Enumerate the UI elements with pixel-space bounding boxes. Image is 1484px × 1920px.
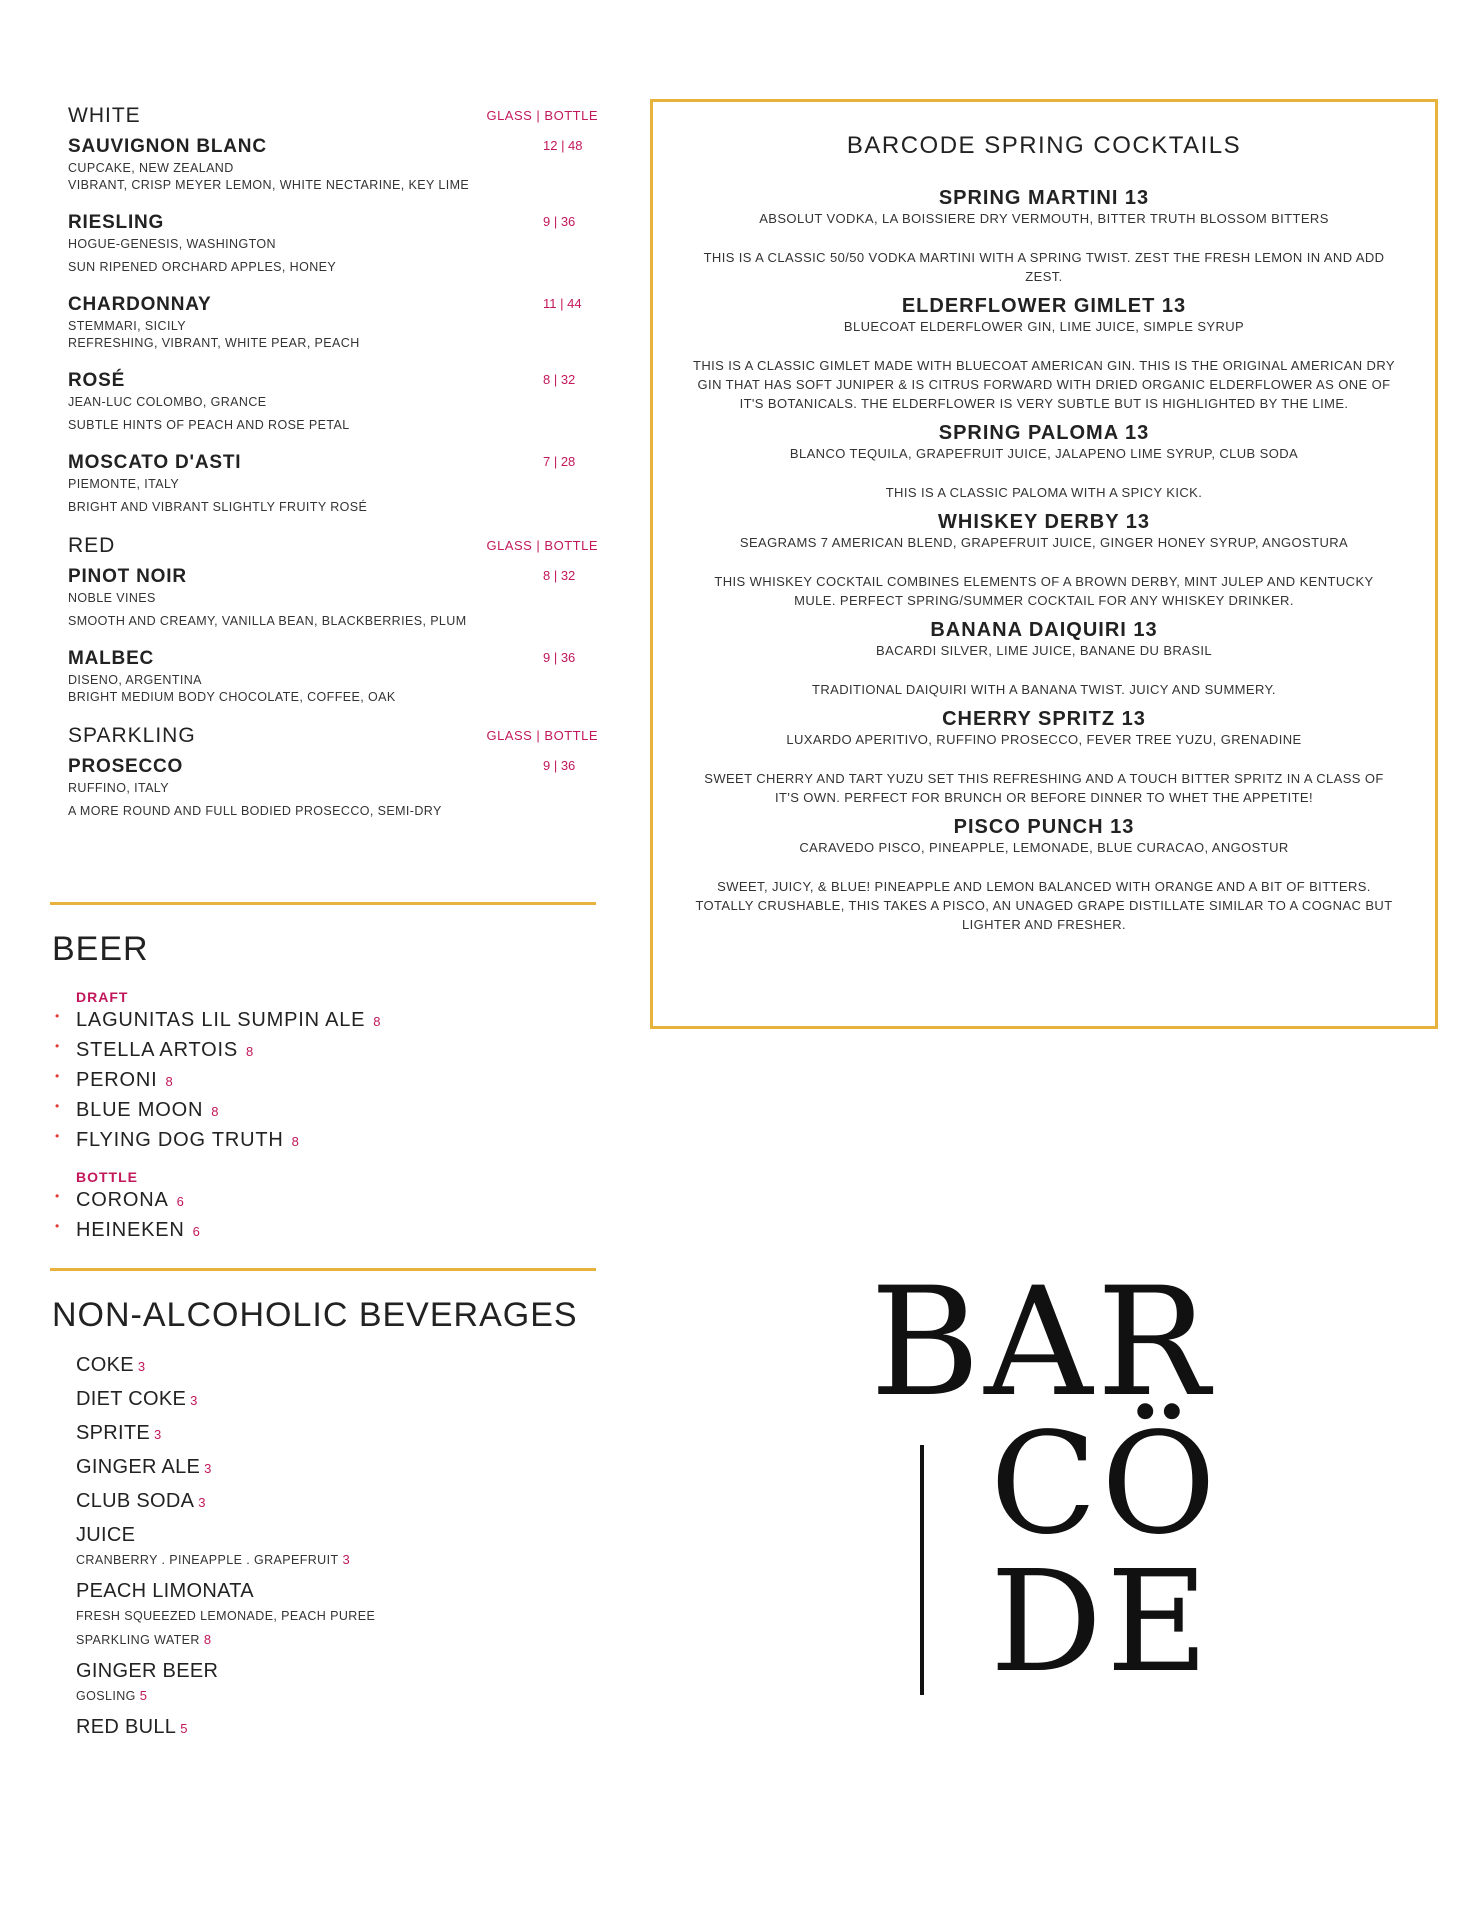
cocktail-item bbox=[693, 510, 1395, 610]
cocktail-description: THIS IS A CLASSIC 50/50 VODKA MARTINI WITH A SPRING TWIST. ZEST THE FRESH LEMON IN AND ADD ZEST. bbox=[703, 250, 1385, 284]
nonalc-item bbox=[76, 1715, 612, 1741]
barcode-logo bbox=[860, 1256, 1220, 1704]
bottle-list bbox=[52, 1189, 612, 1249]
beer-price: 8 bbox=[211, 1104, 220, 1119]
beer-title: BEER bbox=[52, 930, 149, 968]
cocktail-item bbox=[693, 186, 1395, 286]
wine-item bbox=[68, 370, 598, 434]
beer-name: BLUE MOON bbox=[76, 1099, 204, 1121]
nonalc-name: CLUB SODA bbox=[76, 1490, 195, 1512]
beer-price: 6 bbox=[192, 1224, 201, 1239]
wine-description: PIEMONTE, ITALY bbox=[68, 477, 180, 491]
nonalc-price: 5 bbox=[139, 1688, 148, 1703]
wine-name: MALBEC bbox=[68, 648, 155, 669]
wine-name: CHARDONNAY bbox=[68, 294, 212, 315]
nonalc-price: 3 bbox=[204, 1461, 212, 1476]
beer-name: STELLA ARTOIS bbox=[76, 1039, 238, 1061]
glass-bottle-label: GLASS | BOTTLE bbox=[486, 538, 598, 553]
wine-description: SUN RIPENED ORCHARD APPLES, HONEY bbox=[68, 260, 337, 274]
nonalc-description bbox=[76, 1549, 612, 1571]
cocktail-ingredients: BACARDI SILVER, LIME JUICE, BANANE DU BRASIL bbox=[876, 643, 1212, 658]
beer-name: FLYING DOG TRUTH bbox=[76, 1129, 284, 1151]
wine-section-red bbox=[68, 534, 598, 706]
wine-description: DISENO, ARGENTINA bbox=[68, 673, 202, 687]
cocktail-name: ELDERFLOWER GIMLET 13 bbox=[901, 295, 1187, 317]
wine-name: PINOT NOIR bbox=[68, 566, 187, 587]
nonalc-description bbox=[76, 1685, 612, 1707]
divider-wine-beer bbox=[50, 902, 596, 905]
nonalc-item bbox=[76, 1489, 612, 1515]
nonalc-name: GINGER ALE bbox=[76, 1456, 201, 1478]
nonalc-price: 3 bbox=[342, 1552, 351, 1567]
wine-name: PROSECCO bbox=[68, 756, 184, 777]
cocktail-ingredients: ABSOLUT VODKA, LA BOISSIERE DRY VERMOUTH, BITTER TRUTH BLOSSOM BITTERS bbox=[759, 211, 1329, 226]
cocktail-item bbox=[693, 815, 1395, 934]
wine-price: 12 | 48 bbox=[543, 138, 583, 153]
wine-item bbox=[68, 452, 598, 516]
wine-price: 9 | 36 bbox=[543, 214, 576, 229]
draft-label: DRAFT bbox=[76, 989, 129, 1005]
nonalc-item bbox=[76, 1353, 612, 1379]
beer-item bbox=[52, 1009, 612, 1039]
nonalc-price: 3 bbox=[198, 1495, 206, 1510]
bullet-icon: • bbox=[55, 1039, 61, 1053]
cocktail-description: SWEET CHERRY AND TART YUZU SET THIS REFRESHING AND A TOUCH BITTER SPRITZ IN A CLASS OF IT'S OWN. PERFECT FOR BRUNCH OR BEFORE DINNER TO WHET THE APPETITE! bbox=[704, 771, 1384, 805]
cocktail-name: PISCO PUNCH 13 bbox=[953, 816, 1135, 838]
nonalc-description-text: FRESH SQUEEZED LEMONADE, PEACH PUREE bbox=[76, 1609, 376, 1623]
cocktail-name: BANANA DAIQUIRI 13 bbox=[930, 619, 1158, 641]
nonalc-item bbox=[76, 1659, 612, 1707]
wine-description: REFRESHING, VIBRANT, WHITE PEAR, PEACH bbox=[68, 336, 360, 350]
wine-price: 8 | 32 bbox=[543, 372, 576, 387]
wine-item bbox=[68, 212, 598, 276]
beer-name: LAGUNITAS LIL SUMPIN ALE bbox=[76, 1009, 366, 1031]
nonalc-name: COKE bbox=[76, 1354, 134, 1376]
wine-section-header bbox=[68, 724, 598, 750]
cocktail-list bbox=[693, 186, 1395, 934]
wine-description: RUFFINO, ITALY bbox=[68, 781, 169, 795]
wine-description: HOGUE-GENESIS, WASHINGTON bbox=[68, 237, 276, 251]
wine-price: 9 | 36 bbox=[543, 650, 576, 665]
cocktail-name: SPRING MARTINI 13 bbox=[938, 187, 1150, 209]
cocktail-description: SWEET, JUICY, & BLUE! PINEAPPLE AND LEMON BALANCED WITH ORANGE AND A BIT OF BITTERS. TOTALLY CRUSHABLE, THIS TAKES A PISCO, AN UNAGED GRAPE DISTILLATE SIMILAR TO A COGNAC BUT LIGHTER AND FRESHER. bbox=[695, 879, 1393, 932]
wine-name: SAUVIGNON BLANC bbox=[68, 136, 267, 157]
nonalc-price: 3 bbox=[137, 1359, 146, 1374]
wine-description: STEMMARI, SICILY bbox=[68, 319, 186, 333]
nonalc-section bbox=[52, 1296, 612, 1749]
beer-item bbox=[52, 1039, 612, 1069]
logo-text-bar: BAR bbox=[870, 1256, 1214, 1430]
nonalc-description bbox=[76, 1629, 612, 1651]
cocktail-ingredients: CARAVEDO PISCO, PINEAPPLE, LEMONADE, BLUE CURACAO, ANGOSTUR bbox=[799, 840, 1289, 855]
wine-name: ROSÉ bbox=[68, 370, 126, 391]
wine-price: 7 | 28 bbox=[543, 454, 576, 469]
wine-section-title: WHITE bbox=[68, 104, 141, 127]
nonalc-name: PEACH LIMONATA bbox=[76, 1580, 254, 1602]
wine-description: SMOOTH AND CREAMY, VANILLA BEAN, BLACKBERRIES, PLUM bbox=[68, 614, 467, 628]
beer-item bbox=[52, 1129, 612, 1159]
cocktail-ingredients: BLUECOAT ELDERFLOWER GIN, LIME JUICE, SIMPLE SYRUP bbox=[843, 319, 1245, 334]
bullet-icon: • bbox=[55, 1069, 61, 1083]
glass-bottle-label: GLASS | BOTTLE bbox=[486, 728, 598, 743]
cocktail-item bbox=[693, 618, 1395, 699]
cocktail-item bbox=[693, 421, 1395, 502]
beer-item bbox=[52, 1069, 612, 1099]
wine-name: MOSCATO D'ASTI bbox=[68, 452, 242, 473]
nonalc-title: NON-ALCOHOLIC BEVERAGES bbox=[52, 1296, 578, 1334]
draft-list bbox=[52, 1009, 612, 1159]
cocktails-title: BARCODE SPRING COCKTAILS bbox=[846, 132, 1242, 159]
wine-description: A MORE ROUND AND FULL BODIED PROSECCO, SEMI-DRY bbox=[68, 804, 442, 818]
wine-item bbox=[68, 136, 598, 194]
nonalc-name: DIET COKE bbox=[76, 1388, 187, 1410]
cocktail-name: CHERRY SPRITZ 13 bbox=[942, 708, 1146, 730]
nonalc-item bbox=[76, 1523, 612, 1571]
nonalc-name: GINGER BEER bbox=[76, 1660, 219, 1682]
beer-price: 8 bbox=[165, 1074, 174, 1089]
bullet-icon: • bbox=[55, 1099, 61, 1113]
wine-price: 8 | 32 bbox=[543, 568, 576, 583]
wine-section-sparkling bbox=[68, 724, 598, 820]
nonalc-item bbox=[76, 1579, 612, 1651]
nonalc-description-text: CRANBERRY . PINEAPPLE . GRAPEFRUIT bbox=[76, 1553, 339, 1567]
bullet-icon: • bbox=[55, 1129, 61, 1143]
beer-name: HEINEKEN bbox=[76, 1219, 185, 1241]
wine-description: JEAN-LUC COLOMBO, GRANCE bbox=[68, 395, 267, 409]
bottle-label: BOTTLE bbox=[76, 1169, 138, 1185]
beer-price: 8 bbox=[245, 1044, 254, 1059]
beer-name: CORONA bbox=[76, 1189, 169, 1211]
cocktail-description: TRADITIONAL DAIQUIRI WITH A BANANA TWIST. JUICY AND SUMMERY. bbox=[812, 682, 1276, 697]
bullet-icon: • bbox=[55, 1009, 61, 1023]
cocktail-description: THIS IS A CLASSIC GIMLET MADE WITH BLUECOAT AMERICAN GIN. THIS IS THE ORIGINAL AMERICAN DRY GIN THAT HAS SOFT JUNIPER & IS CITRUS FORWARD WITH DRIED ORGANIC ELDERFLOWER AS ONE OF IT'S BOTANICALS. THE ELDERFLOWER IS VERY SUBTLE BUT IS HIGHLIGHTED BY THE LIME. bbox=[693, 358, 1395, 411]
wine-item bbox=[68, 566, 598, 630]
cocktail-description: THIS WHISKEY COCKTAIL COMBINES ELEMENTS OF A BROWN DERBY, MINT JULEP AND KENTUCKY MULE. PERFECT SPRING/SUMMER COCKTAIL FOR ANY WHISKEY DRINKER. bbox=[714, 574, 1374, 608]
nonalc-description bbox=[76, 1605, 612, 1627]
nonalc-name: SPRITE bbox=[76, 1422, 151, 1444]
wine-section-white bbox=[68, 104, 598, 516]
wine-item bbox=[68, 294, 598, 352]
nonalc-price: 3 bbox=[190, 1393, 198, 1408]
cocktail-name: WHISKEY DERBY 13 bbox=[938, 511, 1150, 533]
wine-description: VIBRANT, CRISP MEYER LEMON, WHITE NECTARINE, KEY LIME bbox=[68, 178, 470, 192]
bullet-icon: • bbox=[55, 1189, 61, 1203]
cocktail-ingredients: BLANCO TEQUILA, GRAPEFRUIT JUICE, JALAPENO LIME SYRUP, CLUB SODA bbox=[789, 446, 1299, 461]
cocktail-description: THIS IS A CLASSIC PALOMA WITH A SPICY KICK. bbox=[885, 485, 1203, 500]
wine-price: 9 | 36 bbox=[543, 758, 576, 773]
wine-item bbox=[68, 756, 598, 820]
cocktail-item bbox=[693, 707, 1395, 807]
nonalc-description-text: GOSLING bbox=[76, 1689, 136, 1703]
beer-price: 6 bbox=[176, 1194, 185, 1209]
nonalc-item bbox=[76, 1421, 612, 1447]
beer-section bbox=[52, 930, 612, 1249]
wine-name: RIESLING bbox=[68, 212, 165, 233]
nonalc-price: 8 bbox=[203, 1632, 212, 1647]
logo-text-co: CÖ bbox=[990, 1403, 1220, 1566]
nonalc-price: 3 bbox=[154, 1427, 162, 1442]
cocktail-item bbox=[693, 294, 1395, 413]
beer-item bbox=[52, 1189, 612, 1219]
beer-item bbox=[52, 1219, 612, 1249]
nonalc-item bbox=[76, 1455, 612, 1481]
wine-description: NOBLE VINES bbox=[68, 591, 156, 605]
wine-item bbox=[68, 648, 598, 706]
nonalc-description-text: SPARKLING WATER bbox=[76, 1633, 200, 1647]
bullet-icon: • bbox=[55, 1219, 61, 1233]
wine-list bbox=[68, 104, 598, 838]
wine-section-title: RED bbox=[68, 534, 116, 557]
beer-price: 8 bbox=[291, 1134, 300, 1149]
glass-bottle-label: GLASS | BOTTLE bbox=[486, 108, 598, 123]
cocktail-ingredients: LUXARDO APERITIVO, RUFFINO PROSECCO, FEVER TREE YUZU, GRENADINE bbox=[786, 732, 1302, 747]
nonalc-name: RED BULL bbox=[76, 1716, 177, 1738]
nonalc-item bbox=[76, 1387, 612, 1413]
cocktails-box bbox=[650, 99, 1438, 1029]
logo-vertical-line bbox=[920, 1445, 924, 1695]
nonalc-price: 5 bbox=[180, 1721, 188, 1736]
divider-beer-nonalc bbox=[50, 1268, 596, 1271]
wine-section-title: SPARKLING bbox=[68, 724, 196, 747]
wine-section-header bbox=[68, 104, 598, 130]
wine-description: SUBTLE HINTS OF PEACH AND ROSE PETAL bbox=[68, 418, 350, 432]
beer-item bbox=[52, 1099, 612, 1129]
nonalc-list bbox=[76, 1353, 612, 1741]
beer-name: PERONI bbox=[76, 1069, 158, 1091]
wine-description: CUPCAKE, NEW ZEALAND bbox=[68, 161, 234, 175]
cocktail-name: SPRING PALOMA 13 bbox=[938, 422, 1150, 444]
wine-price: 11 | 44 bbox=[543, 296, 582, 311]
wine-description: BRIGHT AND VIBRANT SLIGHTLY FRUITY ROSÉ bbox=[68, 500, 368, 514]
beer-price: 8 bbox=[373, 1014, 382, 1029]
wine-section-header bbox=[68, 534, 598, 560]
nonalc-name: JUICE bbox=[76, 1524, 136, 1546]
cocktail-ingredients: SEAGRAMS 7 AMERICAN BLEND, GRAPEFRUIT JUICE, GINGER HONEY SYRUP, ANGOSTURA bbox=[739, 535, 1349, 550]
wine-description: BRIGHT MEDIUM BODY CHOCOLATE, COFFEE, OAK bbox=[68, 690, 396, 704]
logo-text-de: DE bbox=[990, 1541, 1213, 1704]
